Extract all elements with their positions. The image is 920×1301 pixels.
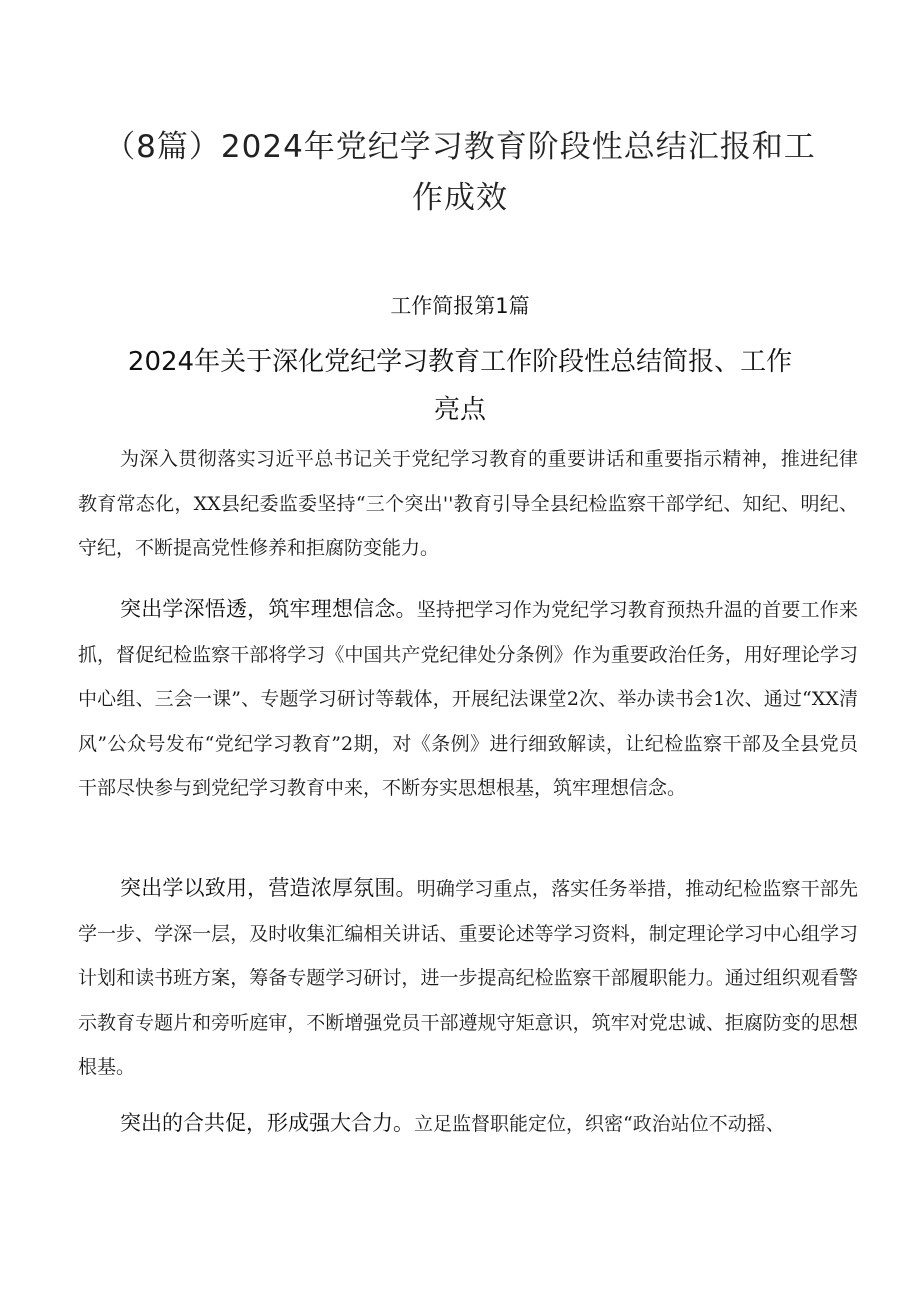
paragraph-study-deep [78, 587, 858, 811]
intro-paragraph: 为深入贯彻落实习近平总书记关于党纪学习教育的重要讲话和重要指示精神，推进纪律教育常态化，XX县纪委监委坚持“三个突出''教育引导全县纪检监察干部学纪、知纪、明纪、守纪，不断提高党性修养和拒腐防变能力。 [78, 448, 858, 559]
paragraph-lead: 突出学以致用，营造浓厚氛围。 [120, 876, 417, 900]
paragraph-apply-learning [78, 866, 858, 1090]
paragraph-body: 明确学习重点，落实任务举措，推动纪检监察干部先学一步、学深一层，及时收集汇编相关讲话、重要论述等学习资料，制定理论学习中心组学习计划和读书班方案，筹备专题学习研讨，进一步提高纪检监察干部履职能力。通过组织观看警示教育专题片和旁听庭审，不断增强党员干部遵规守矩意识，筑牢对党忠诚、拒腐防变的思想根基。 [78, 878, 858, 1078]
paragraph-joint-force [78, 1101, 858, 1147]
paragraph-lead: 突出学深悟透，筑牢理想信念。 [120, 597, 417, 621]
article-title: 2024年关于深化党纪学习教育工作阶段性总结简报、工作亮点 [127, 347, 793, 425]
document-title: （8篇）2024年党纪学习教育阶段性总结汇报和工作成效 [104, 129, 816, 216]
paragraph-body: 坚持把学习作为党纪学习教育预热升温的首要工作来抓，督促纪检监察干部将学习《中国共产党纪律处分条例》作为重要政治任务，用好理论学习中心组、三会一课”、专题学习研讨等载体，开展纪法课堂2次、举办读书会1次、通过“XX清风”公众号发布“党纪学习教育”2期，对《条例》进行细致解读，让纪检监察干部及全县党员干部尽快参与到党纪学习教育中来，不断夯实思想根基，筑牢理想信念。 [78, 599, 858, 799]
paragraph-body: 立足监督职能定位，织密“政治站位不动摇、 [414, 1113, 785, 1135]
paragraph-lead: 突出的合共促，形成强大合力。 [120, 1111, 414, 1135]
section-label: 工作简报第1篇 [390, 294, 530, 318]
